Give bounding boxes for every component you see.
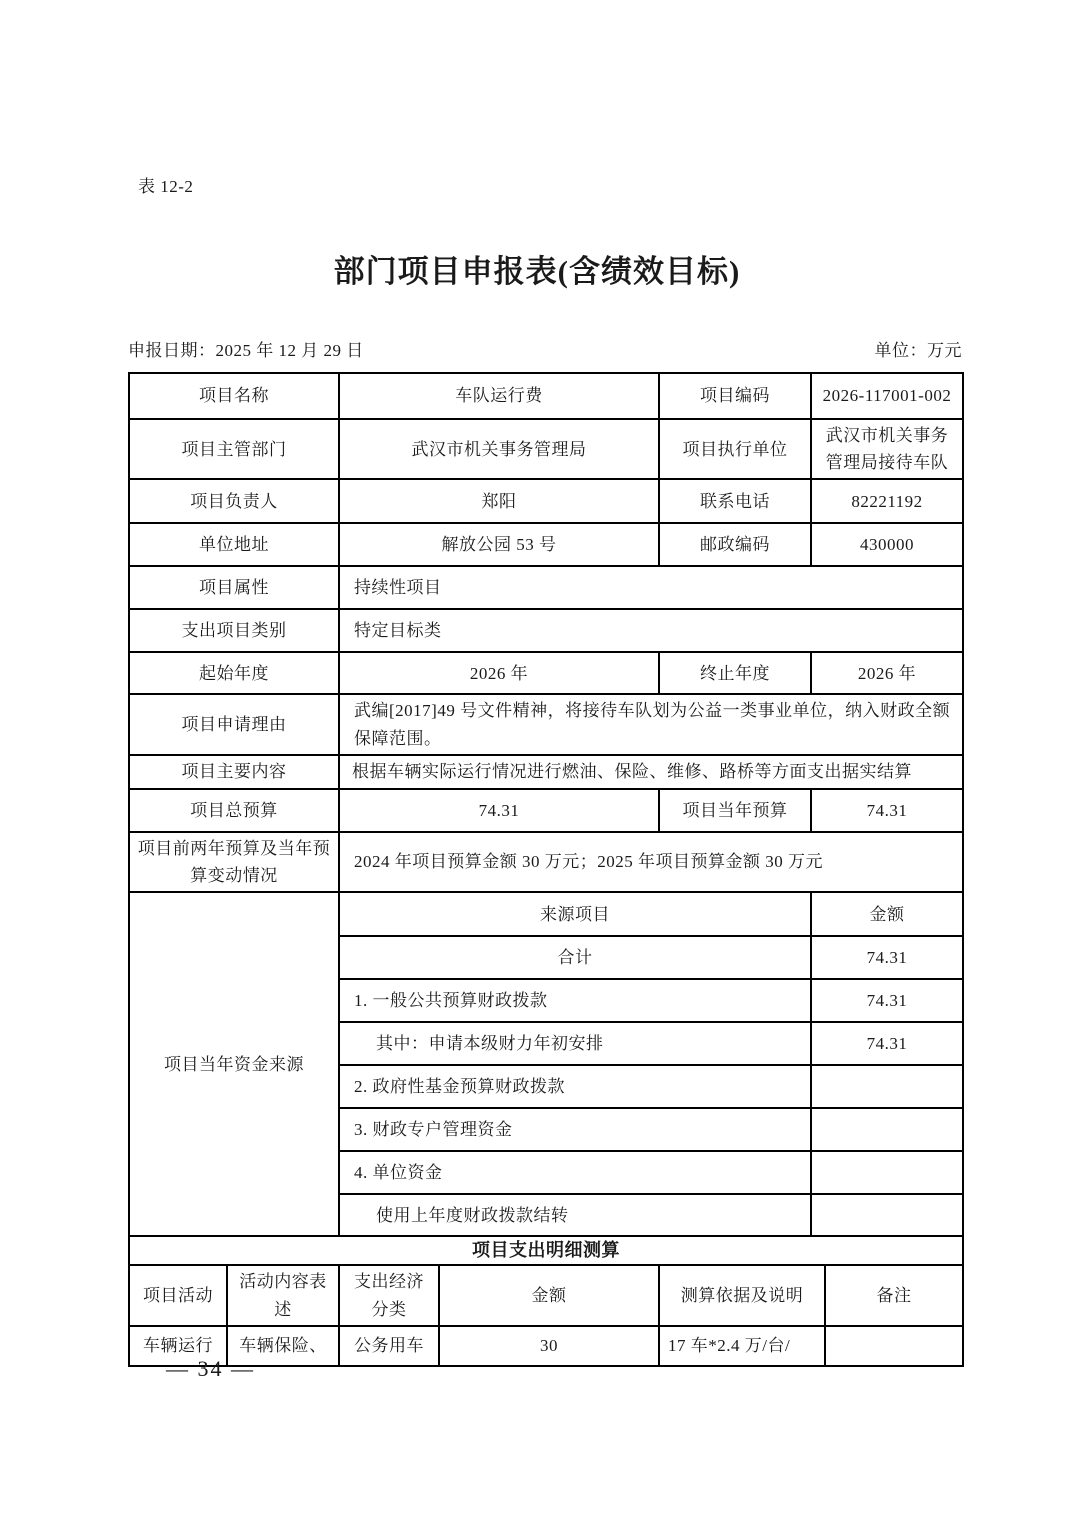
field-label-phone: 联系电话 xyxy=(659,479,811,523)
field-value-project-code: 2026-117001-002 xyxy=(811,373,963,419)
detail-header-row xyxy=(129,1265,963,1325)
field-label-expense-type: 支出项目类别 xyxy=(129,609,339,652)
field-label-project-code: 项目编码 xyxy=(659,373,811,419)
table-row xyxy=(129,566,963,609)
detail-header-basis: 测算依据及说明 xyxy=(659,1265,825,1325)
field-label-prev-budget: 项目前两年预算及当年预算变动情况 xyxy=(129,832,339,892)
field-value-prev-budget: 2024 年项目预算金额 30 万元；2025 年项目预算金额 30 万元 xyxy=(339,832,963,892)
funding-row-label: 项目当年资金来源 xyxy=(129,892,339,1236)
table-row xyxy=(129,755,963,789)
field-label-attribute: 项目属性 xyxy=(129,566,339,609)
field-label-project-name: 项目名称 xyxy=(129,373,339,419)
funding-amount xyxy=(811,1151,963,1194)
field-label-leader: 项目负责人 xyxy=(129,479,339,523)
field-label-main-content: 项目主要内容 xyxy=(129,755,339,789)
detail-note xyxy=(825,1326,963,1366)
field-value-expense-type: 特定目标类 xyxy=(339,609,963,652)
funding-source: 2. 政府性基金预算财政拨款 xyxy=(339,1065,811,1108)
funding-amount xyxy=(811,1194,963,1236)
detail-section-title: 项目支出明细测算 xyxy=(129,1236,963,1265)
detail-header-category: 支出经济分类 xyxy=(339,1265,439,1325)
funding-amount xyxy=(811,1108,963,1151)
detail-header-note: 备注 xyxy=(825,1265,963,1325)
detail-basis: 17 车*2.4 万/台/ xyxy=(659,1326,825,1366)
field-value-attribute: 持续性项目 xyxy=(339,566,963,609)
funding-amount: 74.31 xyxy=(811,1022,963,1065)
table-row xyxy=(129,523,963,566)
field-label-total-budget: 项目总预算 xyxy=(129,789,339,832)
table-row xyxy=(129,652,963,694)
table-row xyxy=(129,419,963,479)
field-value-main-content: 根据车辆实际运行情况进行燃油、保险、维修、路桥等方面支出据实结算 xyxy=(339,755,963,789)
field-value-exec-unit: 武汉市机关事务管理局接待车队 xyxy=(811,419,963,479)
field-value-leader: 郑阳 xyxy=(339,479,659,523)
field-value-dept: 武汉市机关事务管理局 xyxy=(339,419,659,479)
field-label-exec-unit: 项目执行单位 xyxy=(659,419,811,479)
detail-header-description: 活动内容表述 xyxy=(227,1265,339,1325)
field-label-address: 单位地址 xyxy=(129,523,339,566)
page-number: — 34 — xyxy=(166,1356,255,1381)
field-value-reason: 武编[2017]49 号文件精神，将接待车队划为公益一类事业单位，纳入财政全额保障范围。 xyxy=(339,694,963,754)
table-row xyxy=(129,789,963,832)
field-value-project-name: 车队运行费 xyxy=(339,373,659,419)
meta-line xyxy=(128,336,962,361)
funding-amount: 74.31 xyxy=(811,979,963,1022)
funding-amount xyxy=(811,1065,963,1108)
unit-label: 单位：万元 xyxy=(874,341,962,360)
table-row xyxy=(129,479,963,523)
funding-source: 1. 一般公共预算财政拨款 xyxy=(339,979,811,1022)
table-row xyxy=(129,694,963,754)
page-title: 部门项目申报表(含绩效目标) xyxy=(333,254,741,289)
funding-header-amount: 金额 xyxy=(811,892,963,936)
funding-source: 3. 财政专户管理资金 xyxy=(339,1108,811,1151)
funding-source: 合计 xyxy=(339,936,811,979)
field-label-start-year: 起始年度 xyxy=(129,652,339,694)
table-row xyxy=(129,609,963,652)
field-value-postcode: 430000 xyxy=(811,523,963,566)
detail-activity: 车辆运行 xyxy=(129,1326,227,1366)
field-value-current-budget: 74.31 xyxy=(811,789,963,832)
detail-header-amount: 金额 xyxy=(439,1265,659,1325)
funding-amount: 74.31 xyxy=(811,936,963,979)
detail-section-row xyxy=(129,1236,963,1265)
field-label-current-budget: 项目当年预算 xyxy=(659,789,811,832)
field-label-dept: 项目主管部门 xyxy=(129,419,339,479)
field-label-reason: 项目申请理由 xyxy=(129,694,339,754)
field-value-end-year: 2026 年 xyxy=(811,652,963,694)
funding-source: 其中：申请本级财力年初安排 xyxy=(339,1022,811,1065)
field-value-total-budget: 74.31 xyxy=(339,789,659,832)
table-tag: 表 12-2 xyxy=(138,177,194,196)
declare-date: 申报日期：2025 年 12 月 29 日 xyxy=(128,341,364,360)
field-value-phone: 82221192 xyxy=(811,479,963,523)
field-label-end-year: 终止年度 xyxy=(659,652,811,694)
funding-source: 4. 单位资金 xyxy=(339,1151,811,1194)
funding-header-source: 来源项目 xyxy=(339,892,811,936)
funding-source: 使用上年度财政拨款结转 xyxy=(339,1194,811,1236)
table-row xyxy=(129,832,963,892)
field-label-postcode: 邮政编码 xyxy=(659,523,811,566)
project-application-table xyxy=(128,372,964,1367)
detail-category: 公务用车 xyxy=(339,1326,439,1366)
detail-description: 车辆保险、 xyxy=(227,1326,339,1366)
table-row xyxy=(129,373,963,419)
funding-header-row xyxy=(129,892,963,936)
field-value-start-year: 2026 年 xyxy=(339,652,659,694)
detail-header-activity: 项目活动 xyxy=(129,1265,227,1325)
field-value-address: 解放公园 53 号 xyxy=(339,523,659,566)
detail-amount: 30 xyxy=(439,1326,659,1366)
